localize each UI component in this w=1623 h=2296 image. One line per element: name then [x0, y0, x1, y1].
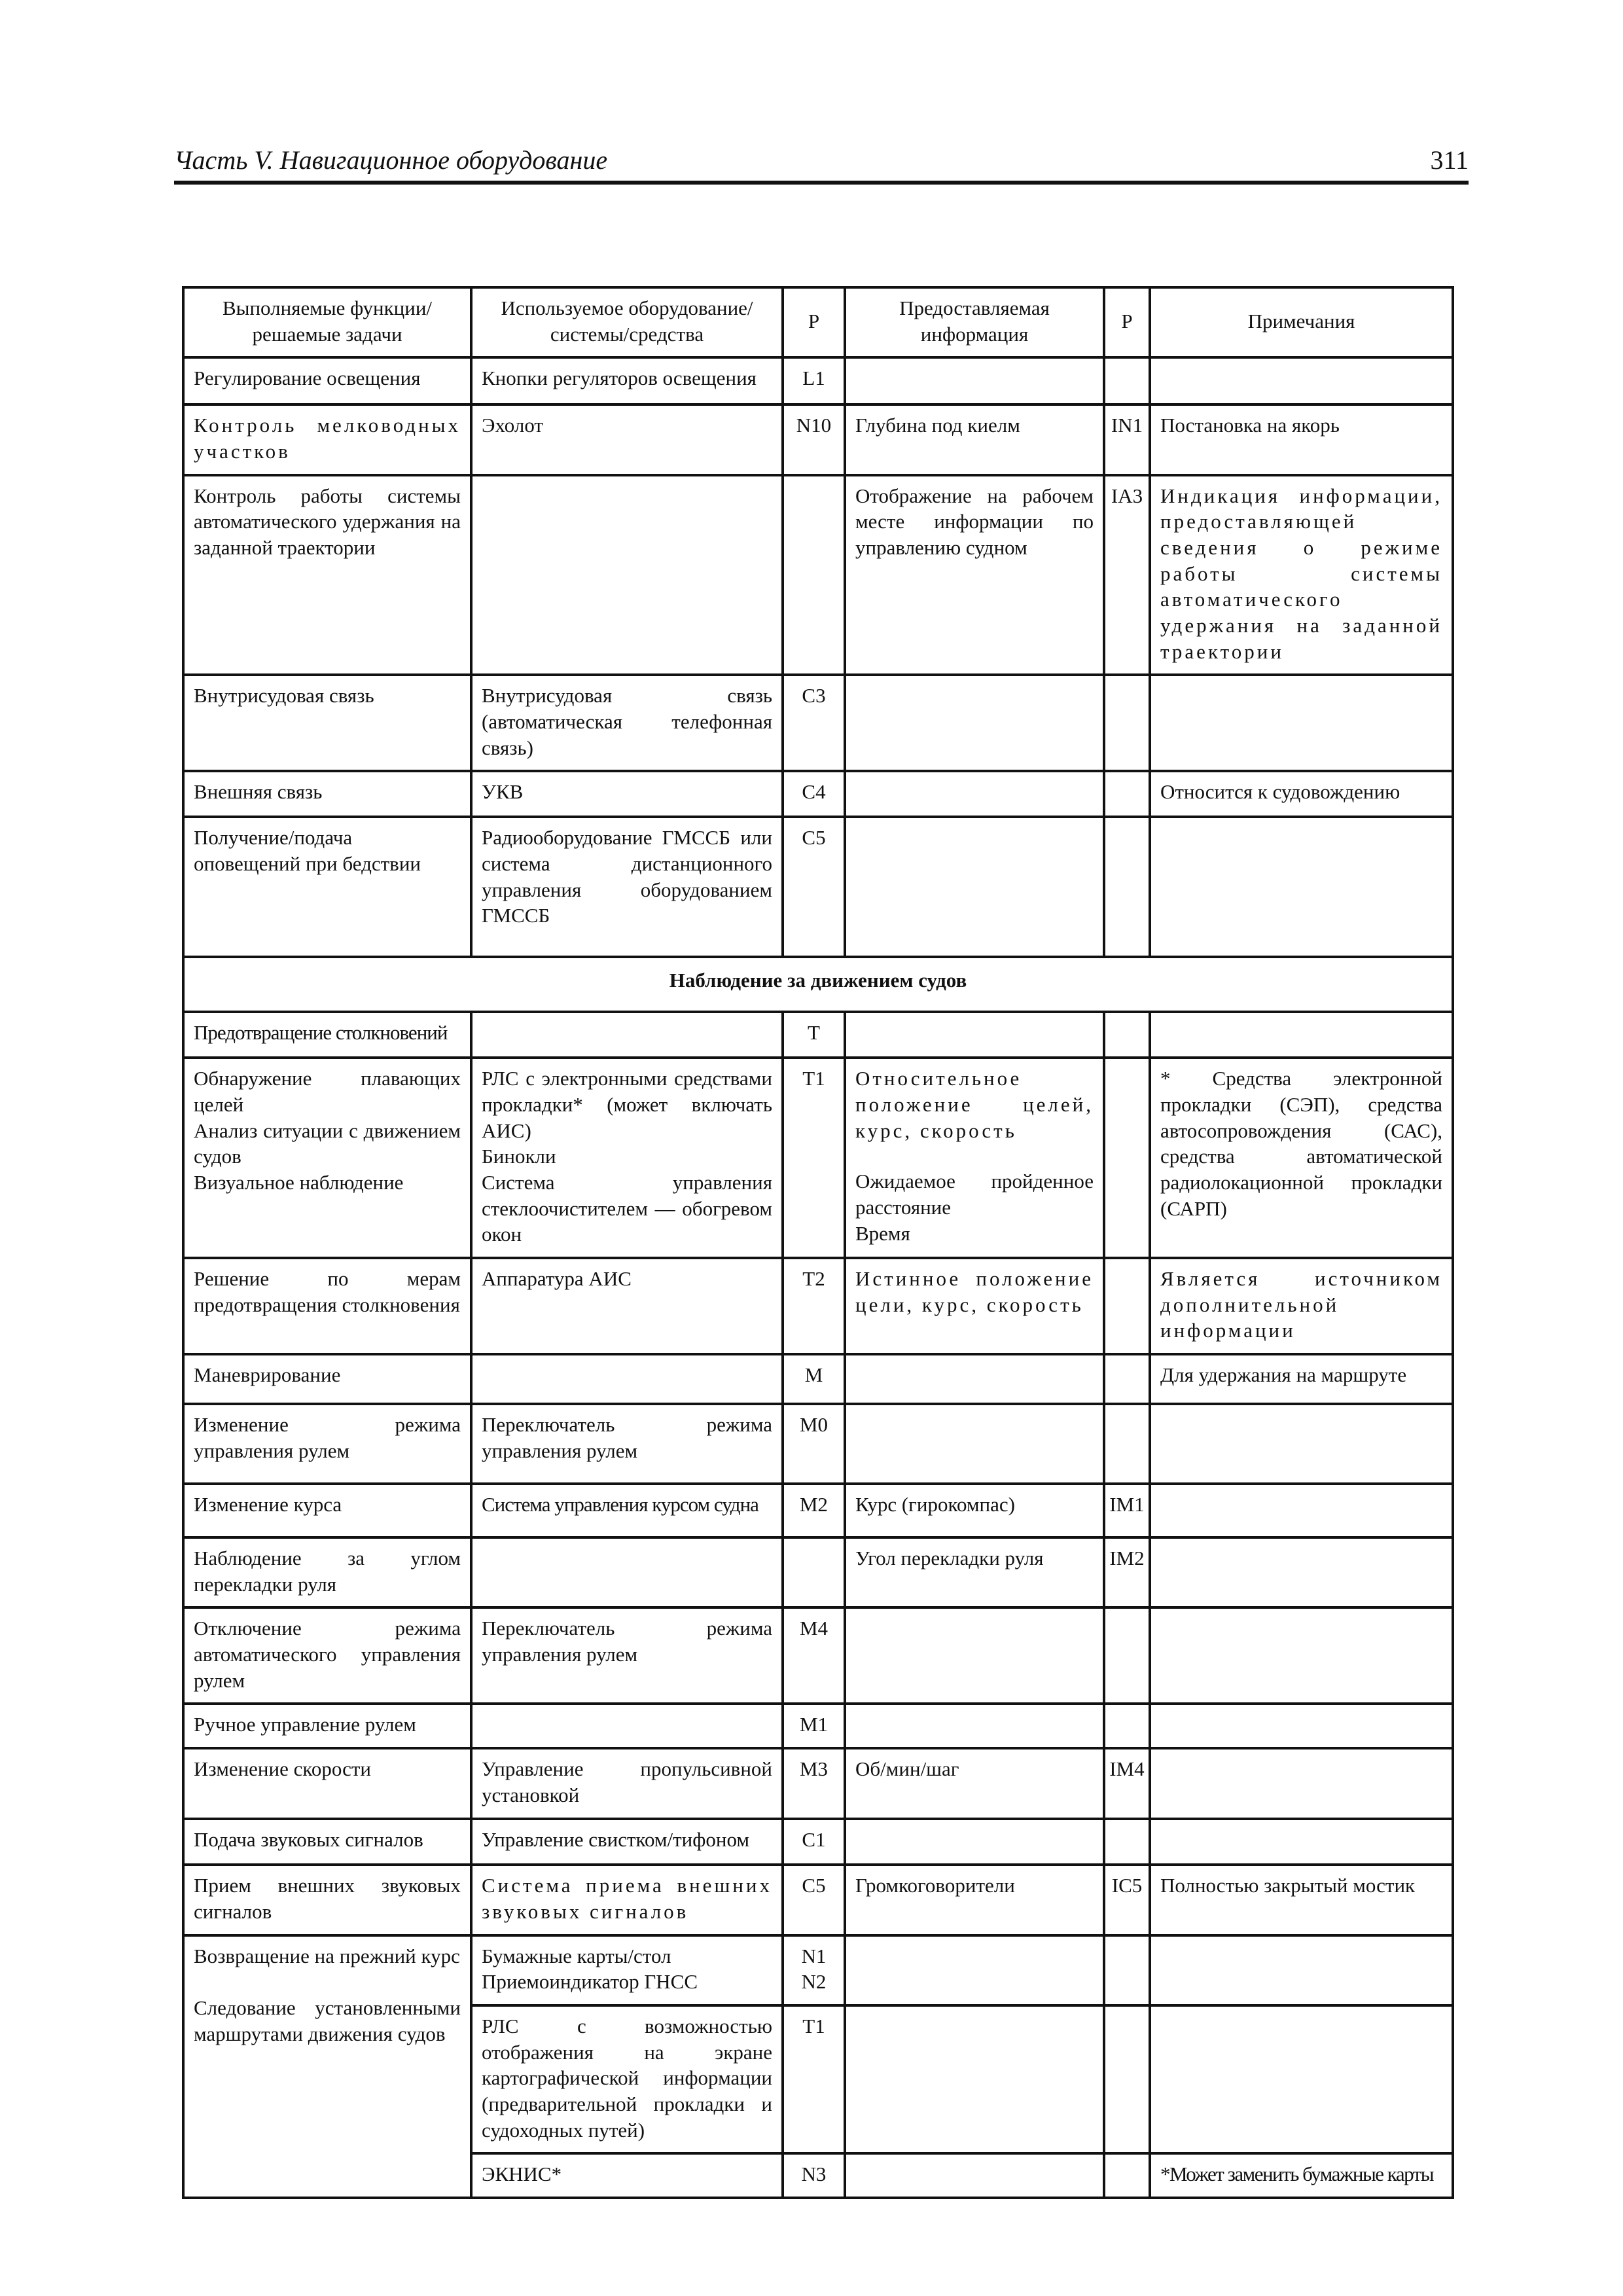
- function-cell: [183, 1058, 471, 1258]
- page-number: 311: [1430, 145, 1469, 175]
- info-code-cell: IC5: [1104, 1865, 1150, 1935]
- equipment-cell: Внутрисудовая связь (автоматическая телефонная связь): [471, 675, 783, 771]
- table-row: [183, 675, 1453, 771]
- function-cell: Предотвращение столкновений: [183, 1012, 471, 1058]
- info-line: Ожидаемое пройденное расстояние: [855, 1170, 1094, 1219]
- page-header: [174, 145, 1469, 185]
- equipment-cell: [471, 1704, 783, 1748]
- column-header-p1: Р: [783, 287, 845, 357]
- table-row: [183, 357, 1453, 404]
- info-cell: [845, 1058, 1104, 1258]
- table-row: [183, 771, 1453, 817]
- note-cell: Индикация информации, предоставляющей сведения о режиме работы системы автоматического удержания на заданной траектории: [1150, 475, 1453, 675]
- equipment-cell: РЛС с возможностью отображения на экране картографической информации (предварительной прокладки и судоходных путей): [471, 2005, 783, 2153]
- table-row: [183, 1935, 1453, 2005]
- table-row: [183, 1607, 1453, 1704]
- info-cell: [845, 817, 1104, 957]
- note-cell: Для удержания на маршруте: [1150, 1354, 1453, 1404]
- table-header-row: [183, 287, 1453, 357]
- note-cell: * Средства электронной прокладки (СЭП), средства автосопровождения (САС), средства автоматической радиолокационной прокладки (САРП): [1150, 1058, 1453, 1258]
- function-line: Обнаружение плавающих целей: [194, 1067, 461, 1117]
- code-cell: C1: [783, 1819, 845, 1865]
- equipment-cell: [471, 1058, 783, 1258]
- note-cell: *Может заменить бумажные карты: [1150, 2153, 1453, 2198]
- note-cell: Полностью закрытый мостик: [1150, 1865, 1453, 1935]
- info-cell: [845, 1704, 1104, 1748]
- code-cell: M3: [783, 1748, 845, 1819]
- equipment-cell: Эхолот: [471, 404, 783, 475]
- function-cell: Изменение скорости: [183, 1748, 471, 1819]
- code-cell: T1: [783, 2005, 845, 2153]
- code-cell: M: [783, 1354, 845, 1404]
- equipment-table: [182, 286, 1454, 2199]
- info-code-cell: [1104, 1058, 1150, 1258]
- info-cell: Угол перекладки руля: [845, 1537, 1104, 1607]
- code-line: N2: [801, 1970, 827, 1994]
- function-cell: Контроль работы системы автоматического удержания на заданной траектории: [183, 475, 471, 675]
- section-row: [183, 957, 1453, 1012]
- function-line: Анализ ситуации с движением судов: [194, 1119, 461, 1168]
- column-header-functions: Выполняемые функции/ решаемые задачи: [183, 287, 471, 357]
- note-cell: Относится к судовождению: [1150, 771, 1453, 817]
- code-cell: [783, 1537, 845, 1607]
- info-cell: [845, 1354, 1104, 1404]
- equipment-line: Бинокли: [482, 1145, 556, 1168]
- equipment-cell: Управление пропульсивной установкой: [471, 1748, 783, 1819]
- table-row: [183, 1258, 1453, 1354]
- equipment-cell: УКВ: [471, 771, 783, 817]
- info-cell: [845, 1012, 1104, 1058]
- code-line: N1: [801, 1944, 827, 1967]
- function-cell: Отключение режима автоматического управления рулем: [183, 1607, 471, 1704]
- info-cell: [845, 771, 1104, 817]
- info-cell: Отображение на рабочем месте информации по управлению судном: [845, 475, 1104, 675]
- column-header-notes: Примечания: [1150, 287, 1453, 357]
- info-code-cell: [1104, 1819, 1150, 1865]
- info-code-cell: [1104, 1607, 1150, 1704]
- table-row: [183, 1058, 1453, 1258]
- function-cell: Внешняя связь: [183, 771, 471, 817]
- info-code-cell: [1104, 675, 1150, 771]
- info-code-cell: [1104, 771, 1150, 817]
- info-cell: [845, 1607, 1104, 1704]
- equipment-line: Приемоиндикатор ГНСС: [482, 1970, 698, 1994]
- code-cell: T1: [783, 1058, 845, 1258]
- note-cell: [1150, 1935, 1453, 2005]
- info-code-cell: [1104, 2153, 1150, 2198]
- note-cell: [1150, 1607, 1453, 1704]
- note-cell: [1150, 1748, 1453, 1819]
- function-cell: Регулирование освещения: [183, 357, 471, 404]
- info-code-cell: IN1: [1104, 404, 1150, 475]
- info-code-cell: [1104, 1012, 1150, 1058]
- note-cell: Постановка на якорь: [1150, 404, 1453, 475]
- info-code-cell: [1104, 357, 1150, 404]
- code-cell: C4: [783, 771, 845, 817]
- function-cell: Изменение курса: [183, 1484, 471, 1537]
- equipment-cell: Аппаратура АИС: [471, 1258, 783, 1354]
- code-cell: L1: [783, 357, 845, 404]
- info-code-cell: IM4: [1104, 1748, 1150, 1819]
- column-header-p2: Р: [1104, 287, 1150, 357]
- function-cell: Получение/подача оповещений при бедствии: [183, 817, 471, 957]
- code-cell: M0: [783, 1404, 845, 1484]
- function-cell: Подача звуковых сигналов: [183, 1819, 471, 1865]
- note-cell: [1150, 1819, 1453, 1865]
- code-cell: T2: [783, 1258, 845, 1354]
- note-cell: [1150, 1404, 1453, 1484]
- function-cell: Контроль мелководных участков: [183, 404, 471, 475]
- function-cell: Внутрисудовая связь: [183, 675, 471, 771]
- equipment-cell: Кнопки регуляторов освещения: [471, 357, 783, 404]
- function-cell: [183, 1935, 471, 2198]
- function-cell: Ручное управление рулем: [183, 1704, 471, 1748]
- table-row: [183, 404, 1453, 475]
- equipment-cell: Радиооборудование ГМССБ или система дистанционного управления оборудованием ГМССБ: [471, 817, 783, 957]
- function-line: Визуальное наблюдение: [194, 1171, 404, 1194]
- code-cell: [783, 1935, 845, 2005]
- table-row: [183, 1537, 1453, 1607]
- info-cell: [845, 357, 1104, 404]
- table-row: [183, 1484, 1453, 1537]
- chapter-title: Часть V. Навигационное оборудование: [174, 145, 608, 175]
- note-cell: [1150, 1012, 1453, 1058]
- table-row: [183, 475, 1453, 675]
- code-cell: N10: [783, 404, 845, 475]
- note-cell: [1150, 817, 1453, 957]
- function-line: Возвращение на прежний курс: [194, 1944, 460, 1967]
- note-cell: [1150, 2005, 1453, 2153]
- note-cell: [1150, 1537, 1453, 1607]
- info-cell: Об/мин/шаг: [845, 1748, 1104, 1819]
- info-code-cell: IA3: [1104, 475, 1150, 675]
- info-cell: [845, 675, 1104, 771]
- function-line: Следование установленными маршрутами движения судов: [194, 1996, 461, 2045]
- code-cell: C5: [783, 1865, 845, 1935]
- info-code-cell: [1104, 1404, 1150, 1484]
- code-cell: N3: [783, 2153, 845, 2198]
- function-cell: Изменение режима управления рулем: [183, 1404, 471, 1484]
- note-cell: [1150, 1704, 1453, 1748]
- code-cell: M1: [783, 1704, 845, 1748]
- info-cell: Курс (гирокомпас): [845, 1484, 1104, 1537]
- note-cell: Является источником дополнительной информации: [1150, 1258, 1453, 1354]
- function-cell: Маневрирование: [183, 1354, 471, 1404]
- code-cell: C5: [783, 817, 845, 957]
- info-code-cell: IM2: [1104, 1537, 1150, 1607]
- equipment-cell: Управление свистком/тифоном: [471, 1819, 783, 1865]
- code-cell: C3: [783, 675, 845, 771]
- info-code-cell: [1104, 1354, 1150, 1404]
- code-cell: [783, 475, 845, 675]
- equipment-cell: [471, 1354, 783, 1404]
- equipment-cell: [471, 475, 783, 675]
- equipment-cell: [471, 1012, 783, 1058]
- info-cell: [845, 2005, 1104, 2153]
- info-line: Относительное положение целей, курс, скорость: [855, 1067, 1094, 1142]
- column-header-equipment: Используемое оборудование/ системы/средства: [471, 287, 783, 357]
- info-cell: Истинное положение цели, курс, скорость: [845, 1258, 1104, 1354]
- table-row: [183, 1404, 1453, 1484]
- info-code-cell: IM1: [1104, 1484, 1150, 1537]
- info-code-cell: [1104, 1704, 1150, 1748]
- equipment-cell: [471, 1537, 783, 1607]
- info-cell: Громкоговорители: [845, 1865, 1104, 1935]
- column-header-information: Предоставляемая информация: [845, 287, 1104, 357]
- equipment-cell: Переключатель режима управления рулем: [471, 1607, 783, 1704]
- info-cell: [845, 1819, 1104, 1865]
- equipment-cell: Система управления курсом судна: [471, 1484, 783, 1537]
- table-row: [183, 1012, 1453, 1058]
- info-cell: [845, 2153, 1104, 2198]
- table-row: [183, 1748, 1453, 1819]
- note-cell: [1150, 357, 1453, 404]
- info-cell: [845, 1404, 1104, 1484]
- function-cell: Прием внешних звуковых сигналов: [183, 1865, 471, 1935]
- equipment-cell: ЭКНИС*: [471, 2153, 783, 2198]
- section-title: Наблюдение за движением судов: [183, 957, 1453, 1012]
- note-cell: [1150, 1484, 1453, 1537]
- table-row: [183, 1819, 1453, 1865]
- equipment-line: РЛС с электронными средствами прокладки* (может включать АИС): [482, 1067, 772, 1142]
- equipment-cell: Система приема внешних звуковых сигналов: [471, 1865, 783, 1935]
- equipment-cell: Переключатель режима управления рулем: [471, 1404, 783, 1484]
- code-cell: M4: [783, 1607, 845, 1704]
- table-row: [183, 1354, 1453, 1404]
- info-code-cell: [1104, 2005, 1150, 2153]
- function-cell: Наблюдение за углом перекладки руля: [183, 1537, 471, 1607]
- code-cell: T: [783, 1012, 845, 1058]
- table-row: [183, 1865, 1453, 1935]
- table-row: [183, 1704, 1453, 1748]
- info-code-cell: [1104, 1258, 1150, 1354]
- function-cell: Решение по мерам предотвращения столкновения: [183, 1258, 471, 1354]
- equipment-line: Система управления стеклоочистителем — обогревом окон: [482, 1171, 772, 1246]
- info-cell: Глубина под киелм: [845, 404, 1104, 475]
- info-cell: [845, 1935, 1104, 2005]
- info-code-cell: [1104, 817, 1150, 957]
- equipment-cell: [471, 1935, 783, 2005]
- code-cell: M2: [783, 1484, 845, 1537]
- note-cell: [1150, 675, 1453, 771]
- info-line: Время: [855, 1221, 910, 1245]
- equipment-line: Бумажные карты/стол: [482, 1944, 671, 1967]
- info-code-cell: [1104, 1935, 1150, 2005]
- table-row: [183, 817, 1453, 957]
